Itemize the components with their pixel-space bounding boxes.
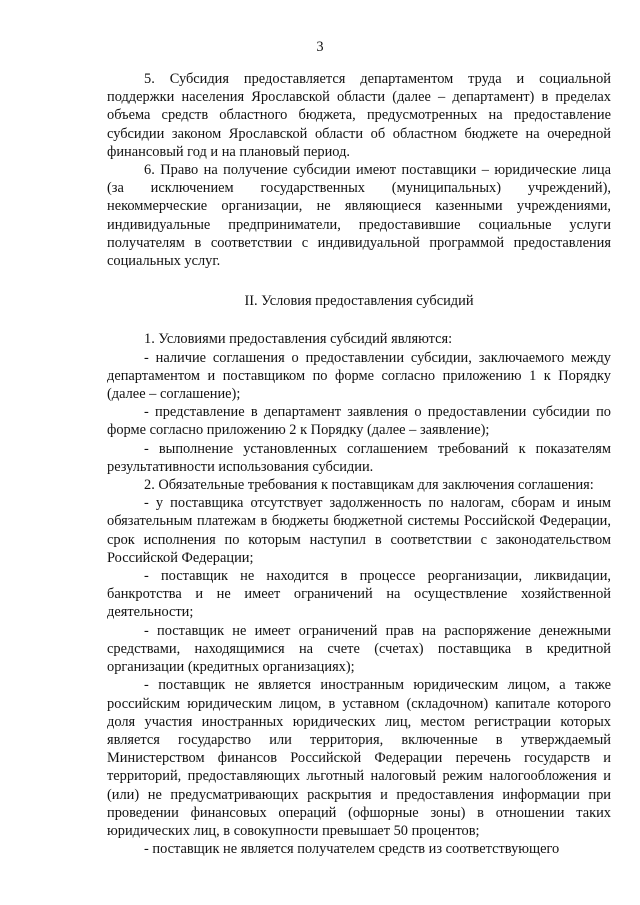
paragraph: - поставщик не имеет ограничений прав на распоряжение денежными средствами, находящимися на счете (счетах) поставщика в кредитной организации (кредитных организациях); (107, 622, 611, 676)
page-number: 3 (316, 39, 324, 55)
paragraph: 1. Условиями предоставления субсидий являются: (144, 331, 453, 348)
paragraph: - поставщик не является иностранным юридическим лицом, а также российским юридическим лицом, в уставном (складочном) капитале которого доля участия иностранных юридических лиц, местом регистрации которых является государство или территория, включенные в утверждаемый Министерством финансов Российской Федерации перечень государств и территорий, предоставляющих льготный налоговый режим налогообложения и (или) не предусматривающих раскрытия и предоставления информации при проведении финансовых операций (офшорные зоны) в отношении таких юридических лиц, в совокупности превышает 50 процентов; (107, 677, 611, 839)
paragraph: - у поставщика отсутствует задолженность по налогам, сборам и иным обязательным платежам в бюджеты бюджетной системы Российской Федерации, срок исполнения по которым наступил в соответствии с законодательством Российской Федерации; (107, 495, 611, 566)
paragraph: 6. Право на получение субсидии имеют поставщики – юридические лица (за исключением государственных (муниципальных) учреждений), некоммерческие организации, не являющиеся казенными учреждениями, индивидуальные предприниматели, предоставившие социальные услуги получателям в соответствии с индивидуальной программой предоставления социальных услуг. (107, 162, 611, 270)
paragraph: - поставщик не находится в процессе реорганизации, ликвидации, банкротства и не имеет ограничений на осуществление хозяйственной деятельности; (107, 568, 611, 621)
paragraph: - поставщик не является получателем средств из соответствующего (144, 841, 560, 858)
document-body (107, 70, 611, 858)
paragraph: - выполнение установленных соглашением требований к показателям результативности использования субсидии. (107, 440, 611, 475)
section-heading: II. Условия предоставления субсидий (244, 293, 474, 310)
paragraph: - наличие соглашения о предоставлении субсидии, заключаемого между департаментом и поставщиком по форме согласно приложению 1 к Порядку (далее – соглашение); (107, 349, 611, 403)
paragraph: 2. Обязательные требования к поставщикам для заключения соглашения: (144, 477, 594, 494)
paragraph: - представление в департамент заявления о предоставлении субсидии по форме согласно приложению 2 к Порядку (далее – заявление); (107, 404, 611, 439)
paragraph: 5. Субсидия предоставляется департаментом труда и социальной поддержки населения Ярославской области (далее – департамент) в пределах объема средств областного бюджета, предусмотренных на предоставление субсидии законом Ярославской области об областном бюджете на очередной финансовый год и на плановый период. (107, 71, 611, 160)
